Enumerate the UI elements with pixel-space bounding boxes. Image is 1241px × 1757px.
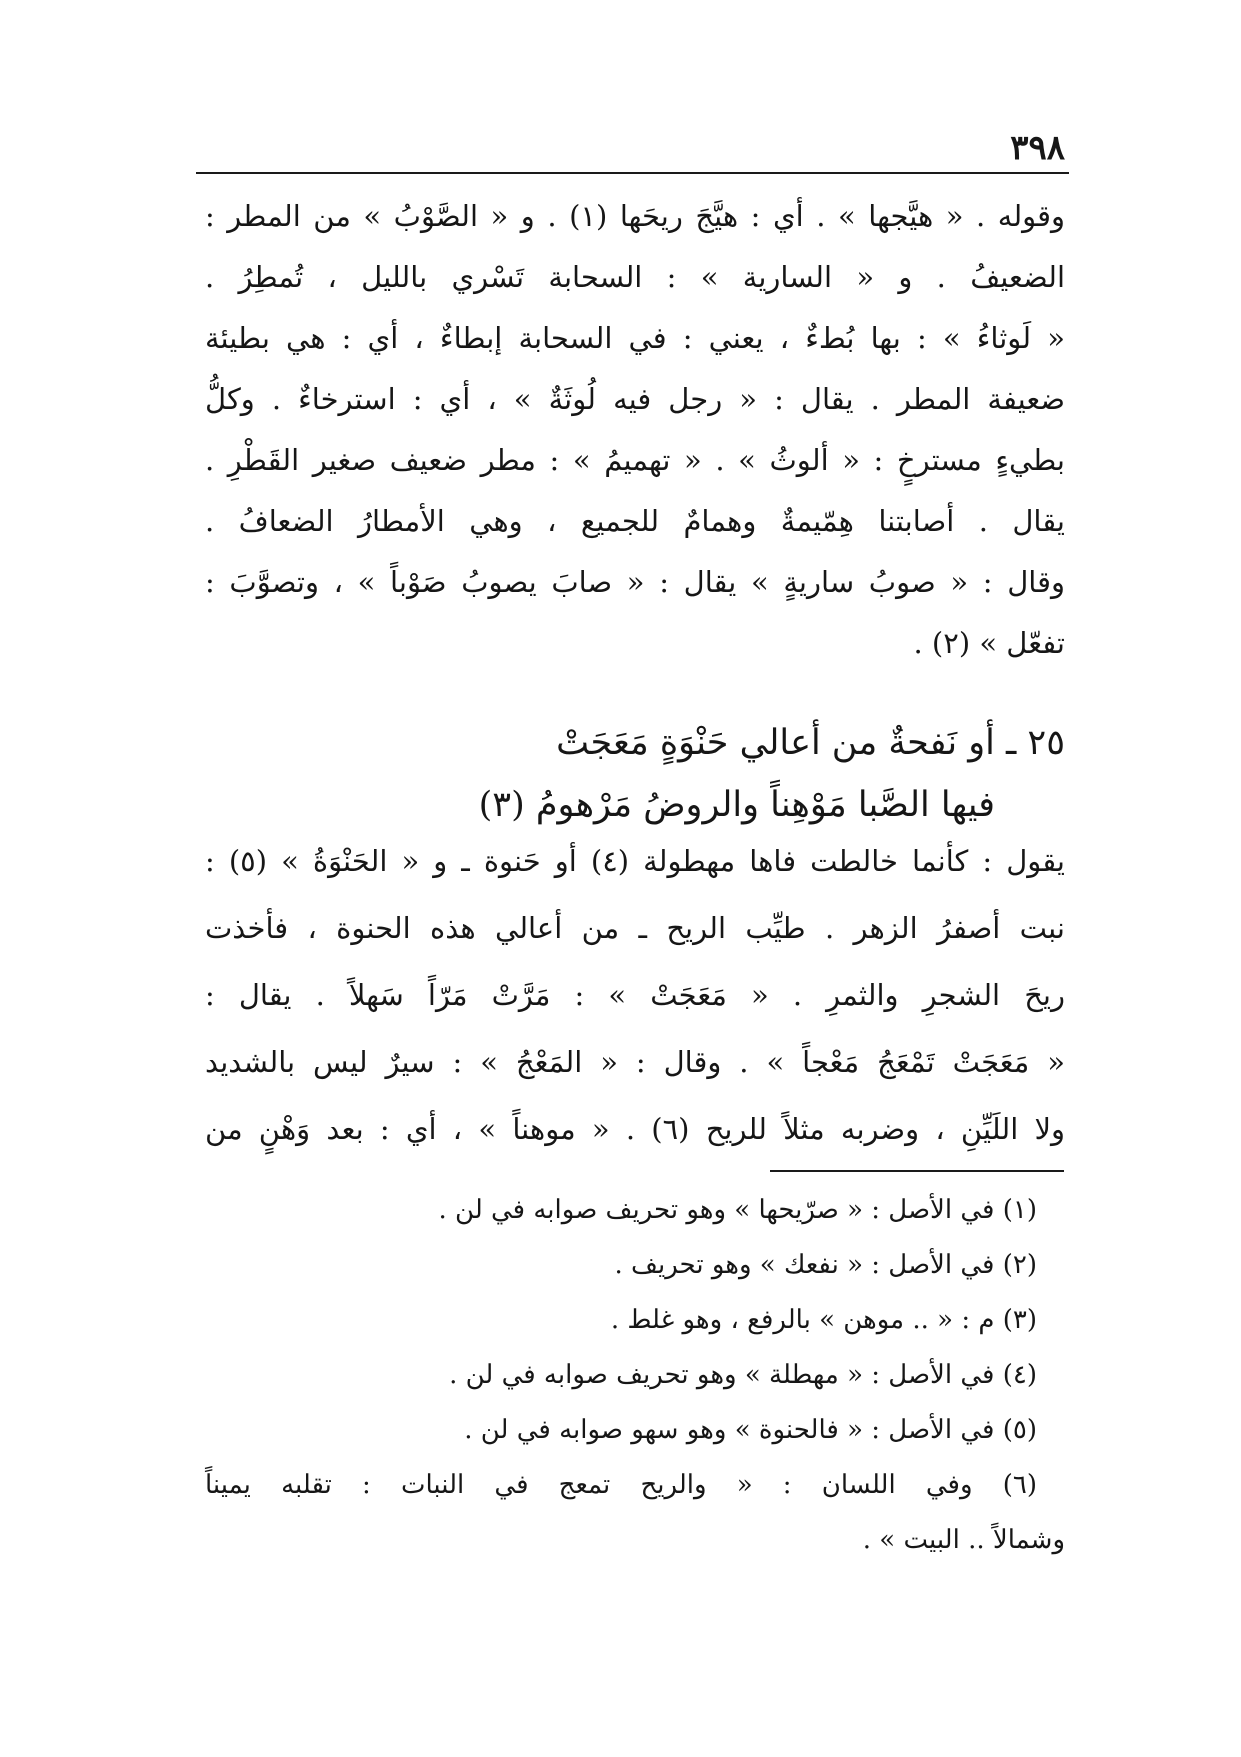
text-line: بطيءٍ مسترخٍ : « ألوثُ » . « تهميمُ » : مطر ضعيف صغير القَطْرِ .: [205, 443, 1065, 477]
page-number: ٣٩٨: [1010, 128, 1065, 168]
commentary-paragraph: [205, 828, 1065, 1163]
text-line: يقول : كأنما خالطت فاها مهطولة (٤) أو حَنوة ـ و « الحَنْوَةُ » (٥) :: [205, 844, 1065, 878]
text-line: « مَعَجَتْ تَمْعَجُ مَعْجاً » . وقال : « المَعْجُ » : سيرٌ ليس بالشديد: [205, 1045, 1065, 1079]
footnote-6: (٦) وفي اللسان : « والريح تمعج في النبات : تقلبه يميناً: [205, 1470, 1037, 1500]
intro-paragraph: [205, 186, 1065, 674]
footnote-6-continuation: وشمالاً .. البيت » .: [862, 1525, 1065, 1555]
text-line: وقال : « صوبُ ساريةٍ » يقال : « صابَ يصوبُ صَوْباً » ، وتصوَّبَ :: [205, 565, 1065, 599]
text-line: ضعيفة المطر . يقال : « رجل فيه لُوثَةٌ » ، أي : استرخاءٌ . وكلُّ: [205, 382, 1065, 416]
text-line: نبت أصفرُ الزهر . طيِّب الريح ـ من أعالي هذه الحنوة ، فأخذت: [205, 911, 1065, 945]
footnote-5: (٥) في الأصل : « فالحنوة » وهو سهو صوابه في لن .: [464, 1415, 1037, 1445]
verse-line-second-hemistich: فيها الصَّبا مَوْهِناً والروضُ مَرْهومُ (٣): [478, 785, 995, 825]
text-line: « لَوثاءُ » : بها بُطءٌ ، يعني : في السحابة إبطاءٌ ، أي : هي بطيئة: [205, 321, 1065, 355]
text-line: الضعيفُ . و « السارية » : السحابة تَسْري بالليل ، تُمطِرُ .: [205, 260, 1065, 294]
header-rule: [196, 172, 1069, 174]
footnote-2: (٢) في الأصل : « نفعك » وهو تحريف .: [614, 1250, 1037, 1280]
footnote-rule: [770, 1170, 1064, 1172]
footnote-3: (٣) م : « .. موهن » بالرفع ، وهو غلط .: [610, 1305, 1037, 1335]
verse-line-first-hemistich: ٢٥ ـ أو نَفحةٌ من أعالي حَنْوَةٍ مَعَجَتْ: [556, 723, 1065, 763]
verse-25: [205, 712, 1065, 836]
text-line: يقال . أصابتنا هِمّيمةٌ وهمامٌ للجميع ، وهي الأمطارُ الضعافُ .: [205, 504, 1065, 538]
text-line: تفعّل » (٢) .: [913, 626, 1065, 660]
text-line: ولا اللَيِّنِ ، وضربه مثلاً للريح (٦) . « موهناً » ، أي : بعد وَهْنٍ من: [205, 1112, 1065, 1146]
footnote-4: (٤) في الأصل : « مهطلة » وهو تحريف صوابه في لن .: [449, 1360, 1037, 1390]
text-line: ريحَ الشجرِ والثمرِ . « مَعَجَتْ » : مَرَّتْ مَرّاً سَهلاً . يقال :: [205, 978, 1065, 1012]
footnote-1: (١) في الأصل : « صرّيحها » وهو تحريف صوابه في لن .: [438, 1195, 1037, 1225]
text-line: وقوله . « هيَّجها » . أي : هيَّجَ ريحَها (١) . و « الصَّوْبُ » من المطر :: [205, 199, 1065, 233]
footnotes: [205, 1183, 1065, 1568]
